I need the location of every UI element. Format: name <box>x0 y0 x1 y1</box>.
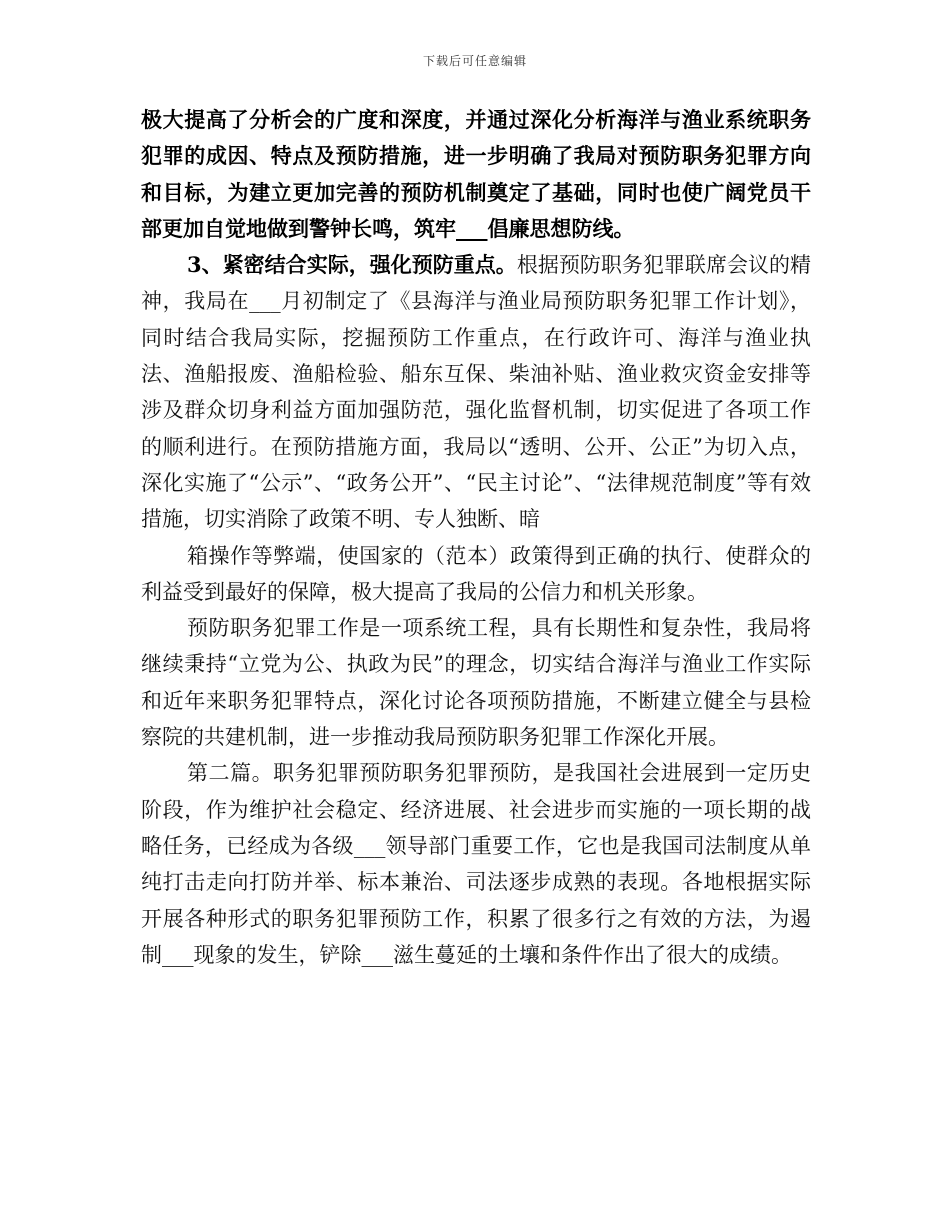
paragraph-3 <box>141 538 811 611</box>
paragraph-4 <box>141 610 811 755</box>
page-header: 下载后可任意编辑 <box>422 54 527 68</box>
paragraph-2 <box>141 247 811 537</box>
document-body <box>141 102 811 973</box>
paragraph-5 <box>141 755 811 973</box>
paragraph-4-text: 预防职务犯罪工作是一项系统工程，具有长期性和复杂性，我局将继续秉持“立党为公、执政为民”的理念，切实结合海洋与渔业工作实际和近年来职务犯罪特点，深化讨论各项预防措施，不断建立健全与县检察院的共建机制，进一步推动我局预防职务犯罪工作深化开展。 <box>141 616 811 750</box>
paragraph-1-bold: 极大提高了分析会的广度和深度，并通过深化分析海洋与渔业系统职务犯罪的成因、特点及预防措施，进一步明确了我局对预防职务犯罪方向和目标，为建立更加完善的预防机制奠定了基础，同时也使广阔党员干部更加自觉地做到警钟长鸣，筑牢___倡廉思想防线。 <box>141 107 811 241</box>
paragraph-2-heading: 3、紧密结合实际，强化预防重点。 <box>187 252 517 278</box>
paragraph-5-text: 第二篇。职务犯罪预防职务犯罪预防，是我国社会进展到一定历史阶段，作为维护社会稳定、经济进展、社会进步而实施的一项长期的战略任务，已经成为各级___领导部门重要工作，它也是我国司法制度从单纯打击走向打防并举、标本兼治、司法逐步成熟的表现。各地根据实际开展各种形式的职务犯罪预防工作，积累了很多行之有效的方法，为遏制___现象的发生，铲除___滋生蔓延的土壤和条件作出了很大的成绩。 <box>141 761 811 967</box>
paragraph-2-text: 根据预防职务犯罪联席会议的精神，我局在___月初制定了《县海洋与渔业局预防职务犯罪工作计划》，同时结合我局实际，挖掘预防工作重点，在行政许可、海洋与渔业执法、渔船报废、渔船检验、船东互保、柴油补贴、渔业救灾资金安排等涉及群众切身利益方面加强防范，强化监督机制，切实促进了各项工作的顺利进行。在预防措施方面，我局以“透明、公开、公正”为切入点，深化实施了“公示”、“政务公开”、“民主讨论”、“法律规范制度”等有效措施，切实消除了政策不明、专人独断、暗 <box>141 253 811 532</box>
paragraph-3-text: 箱操作等弊端，使国家的（范本）政策得到正确的执行、使群众的利益受到最好的保障，极大提高了我局的公信力和机关形象。 <box>141 543 811 604</box>
paragraph-1 <box>141 102 811 247</box>
